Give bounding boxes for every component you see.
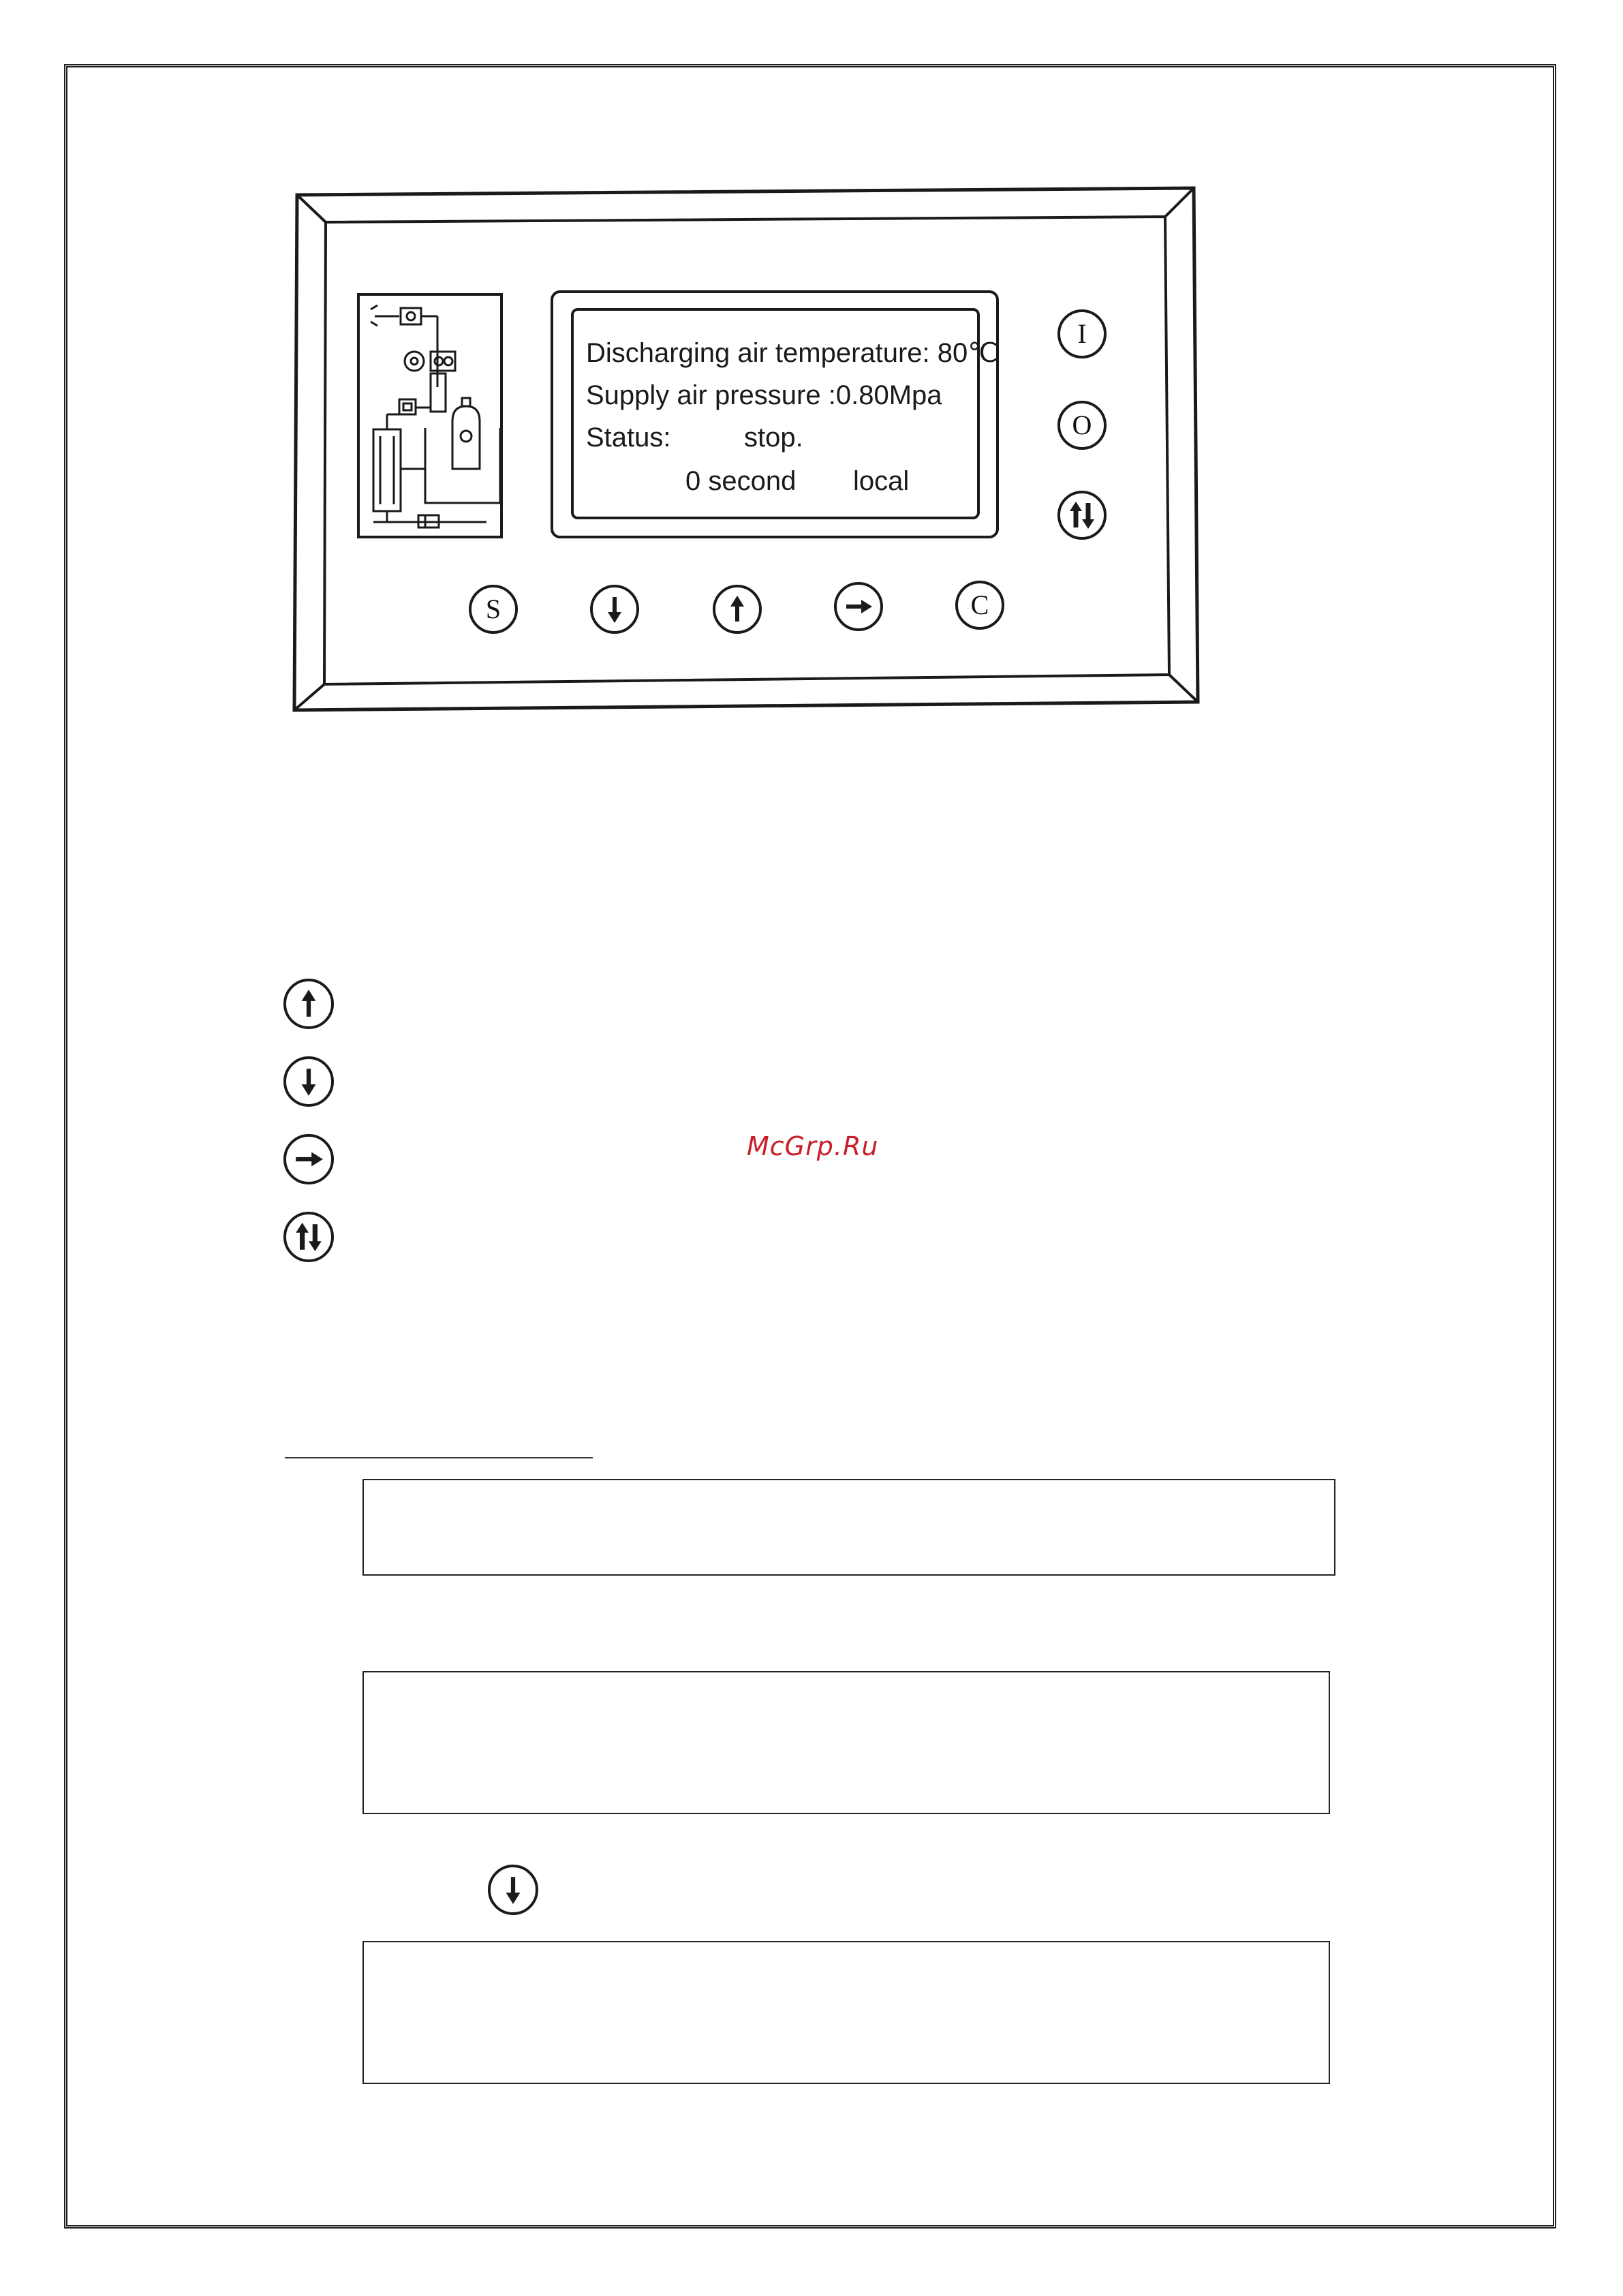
lcd-mode: local <box>853 466 910 496</box>
cancel-button[interactable] <box>955 581 1004 630</box>
start-button-label: I <box>1077 318 1087 349</box>
legend-up-arrow <box>283 979 334 1029</box>
up-down-arrow-icon <box>1066 499 1098 532</box>
controller-panel <box>289 183 1201 714</box>
lcd-timer: 0 second <box>685 466 797 496</box>
start-button[interactable] <box>1057 309 1107 358</box>
stop-button[interactable] <box>1057 401 1107 450</box>
right-arrow-icon <box>844 592 874 622</box>
down-arrow-icon <box>600 594 630 624</box>
up-arrow-icon <box>293 988 324 1020</box>
up-button[interactable] <box>713 585 762 634</box>
section-underline <box>285 1457 593 1458</box>
down-arrow-icon <box>497 1874 529 1905</box>
watermark: McGrp.Ru <box>747 1131 879 1161</box>
right-arrow-icon <box>293 1144 324 1175</box>
display-box-3 <box>362 1941 1330 2084</box>
load-unload-button[interactable] <box>1057 491 1107 540</box>
display-box-2 <box>362 1671 1330 1814</box>
display-box-1 <box>362 1479 1335 1576</box>
legend-down-arrow <box>283 1056 334 1107</box>
up-down-arrow-icon <box>292 1220 326 1254</box>
set-button[interactable] <box>469 585 518 634</box>
lcd-pressure-line: Supply air pressure :0.80Mpa <box>586 380 942 410</box>
down-arrow-icon <box>293 1066 324 1097</box>
set-button-label: S <box>485 594 501 624</box>
compressor-schematic-icon <box>371 305 500 527</box>
step-down-arrow <box>488 1865 538 1915</box>
lcd-temperature-line: Discharging air temperature: 80℃ <box>586 338 999 368</box>
down-button[interactable] <box>590 585 639 634</box>
up-arrow-icon <box>722 594 752 624</box>
lcd-status-value: stop. <box>744 423 803 453</box>
lcd-status-label: Status: <box>586 423 671 453</box>
enter-button[interactable] <box>834 582 883 631</box>
legend-right-arrow <box>283 1134 334 1184</box>
legend-up-down-arrow <box>283 1212 334 1262</box>
cancel-button-label: C <box>970 590 989 620</box>
stop-button-label: O <box>1072 410 1092 440</box>
